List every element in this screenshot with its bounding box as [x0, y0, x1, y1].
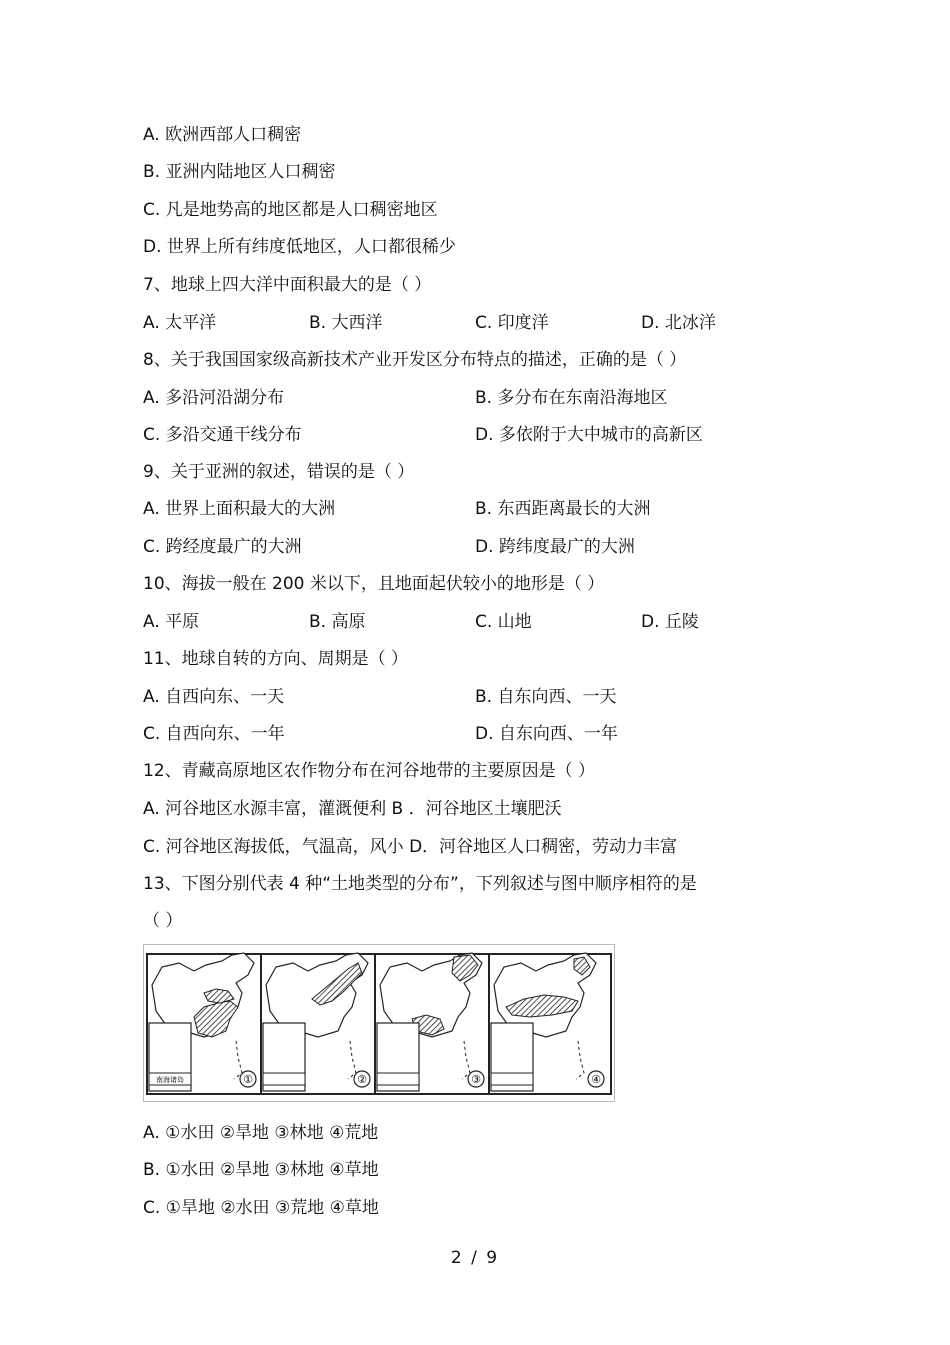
panel-label-3: ③ [471, 1073, 481, 1086]
question-8: 8、关于我国国家级高新技术产业开发区分布特点的描述，正确的是（ ） [143, 350, 687, 370]
q8-option-d: D. 多依附于大中城市的高新区 [475, 425, 703, 445]
q11-option-a: A. 自西向东、一天 [143, 687, 285, 707]
q10-option-a: A. 平原 [143, 612, 200, 632]
q6-option-a: A. 欧洲西部人口稠密 [143, 125, 302, 145]
question-10: 10、海拔一般在 200 米以下，且地面起伏较小的地形是（ ） [143, 574, 605, 594]
inset-label-1: 南海诸岛 [156, 1076, 184, 1084]
q11-option-d: D. 自东向西、一年 [475, 724, 618, 744]
q8-option-b: B. 多分布在东南沿海地区 [475, 388, 668, 408]
q8-option-a: A. 多沿河沿湖分布 [143, 388, 285, 408]
q10-option-b: B. 高原 [309, 612, 366, 632]
land-type-maps-figure [143, 944, 615, 1102]
panel-label-2: ② [357, 1073, 367, 1086]
question-7: 7、地球上四大洋中面积最大的是（ ） [143, 275, 432, 295]
panel-label-4: ④ [591, 1073, 601, 1086]
question-12: 12、青藏高原地区农作物分布在河谷地带的主要原因是（ ） [143, 761, 596, 781]
question-13-bracket: （ ） [143, 911, 183, 931]
q8-option-c: C. 多沿交通干线分布 [143, 425, 302, 445]
q7-option-d: D. 北冰洋 [641, 313, 716, 333]
q6-option-d: D. 世界上所有纬度低地区，人口都很稀少 [143, 237, 456, 257]
question-9: 9、关于亚洲的叙述，错误的是（ ） [143, 462, 415, 482]
q9-option-a: A. 世界上面积最大的大洲 [143, 499, 336, 519]
q9-option-c: C. 跨经度最广的大洲 [143, 537, 302, 557]
q13-option-c: C. ①旱地 ②水田 ③荒地 ④草地 [143, 1198, 379, 1218]
q6-option-c: C. 凡是地势高的地区都是人口稠密地区 [143, 200, 438, 220]
q10-option-d: D. 丘陵 [641, 612, 699, 632]
q12-options-cd: C. 河谷地区海拔低，气温高，风小 D．河谷地区人口稠密，劳动力丰富 [143, 837, 678, 857]
q9-option-b: B. 东西距离最长的大洲 [475, 499, 651, 519]
q13-option-b: B. ①水田 ②旱地 ③林地 ④草地 [143, 1160, 379, 1180]
q12-options-ab: A. 河谷地区水源丰富，灌溉便利 B ．河谷地区土壤肥沃 [143, 799, 562, 819]
q13-option-a: A. ①水田 ②旱地 ③林地 ④荒地 [143, 1123, 379, 1143]
q9-option-d: D. 跨纬度最广的大洲 [475, 537, 635, 557]
q7-option-a: A. 太平洋 [143, 313, 217, 333]
q7-option-c: C. 印度洋 [475, 313, 549, 333]
q11-option-b: B. 自东向西、一天 [475, 687, 617, 707]
land-type-maps [144, 945, 614, 1101]
q7-option-b: B. 大西洋 [309, 313, 383, 333]
q11-option-c: C. 自西向东、一年 [143, 724, 285, 744]
question-11: 11、地球自转的方向、周期是（ ） [143, 649, 409, 669]
page-number: 2 / 9 [450, 1248, 500, 1268]
question-13: 13、下图分别代表 4 种“土地类型的分布”，下列叙述与图中顺序相符的是 [143, 874, 697, 894]
q6-option-b: B. 亚洲内陆地区人口稠密 [143, 162, 336, 182]
panel-label-1: ① [243, 1073, 253, 1086]
q10-option-c: C. 山地 [475, 612, 532, 632]
